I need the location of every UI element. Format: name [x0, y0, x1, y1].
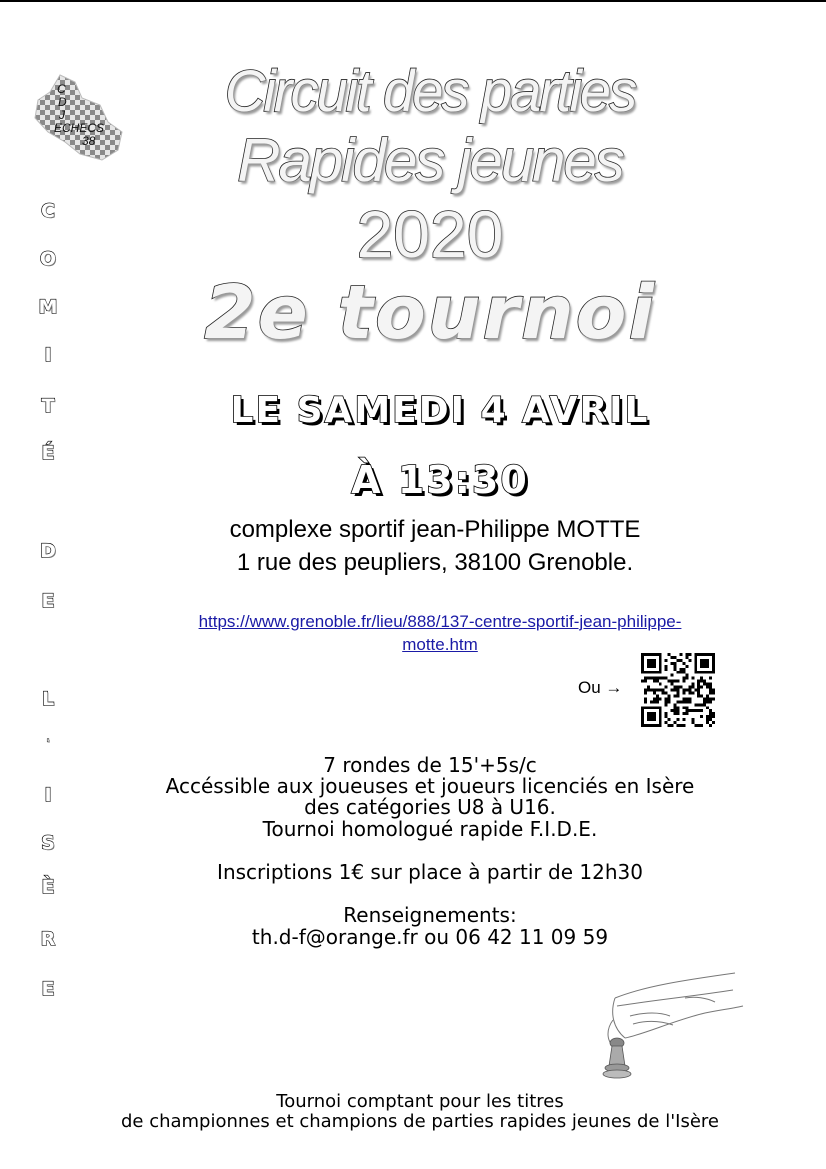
event-date: LE SAMEDI 4 AVRIL: [230, 390, 650, 431]
top-border: [0, 0, 826, 2]
committee-letter: D: [40, 540, 56, 562]
qr-code-icon[interactable]: [641, 653, 715, 727]
venue-name: complexe sportif jean-Philippe MOTTE: [229, 516, 641, 543]
committee-letter: C: [41, 200, 55, 222]
headline-year: 2020: [356, 197, 504, 271]
logo-letter: D: [58, 95, 67, 109]
registration-info: Inscriptions 1€ sur place à partir de 12h30: [217, 860, 643, 884]
logo-letter: J: [59, 108, 65, 122]
footer-line: de championnes et champions de parties rapides jeunes de l'Isère: [120, 1111, 720, 1132]
committee-letter: R: [40, 928, 56, 950]
committee-letter: É: [41, 442, 55, 464]
committee-letter: I: [44, 784, 52, 806]
committee-letter: E: [41, 590, 55, 612]
event-time: À 13:30: [351, 458, 529, 502]
venue-link[interactable]: [140, 610, 740, 656]
eligibility-line: des catégories U8 à U16.: [304, 795, 556, 819]
qr-prompt: Ou →: [578, 678, 623, 697]
headline-circuit: Circuit des parties: [224, 57, 636, 124]
eligibility-line: Accéssible aux joueuses et joueurs licenciés en Isère: [165, 774, 695, 798]
rounds-info: 7 rondes de 15'+5s/c: [323, 753, 537, 777]
committee-letter: È: [41, 876, 55, 898]
logo-word: ECHECS: [54, 121, 105, 135]
committee-letter: M: [38, 296, 58, 318]
committee-letter: T: [41, 395, 55, 417]
logo-number: 38: [82, 134, 96, 148]
venue-link-line2[interactable]: motte.htm: [402, 635, 478, 654]
footer-line: Tournoi comptant pour les titres: [276, 1091, 564, 1112]
committee-letter: I: [44, 344, 52, 366]
committee-letter: S: [41, 832, 55, 854]
venue-address: 1 rue des peupliers, 38100 Grenoble.: [236, 549, 634, 576]
checkered-shape-icon: [30, 70, 125, 165]
venue-link-line1[interactable]: https://www.grenoble.fr/lieu/888/137-centre-sportif-jean-philippe-: [198, 612, 682, 631]
contact-info: th.d-f@orange.fr ou 06 42 11 09 59: [251, 925, 609, 949]
committee-letter: O: [39, 248, 57, 270]
committee-letter: L: [41, 688, 55, 710]
contact-label: Renseignements:: [343, 903, 517, 927]
headline-tournament-number: 2e tournoi: [204, 270, 656, 356]
committee-letter: E: [41, 978, 55, 1000]
headline-rapides: Rapides jeunes: [237, 127, 623, 194]
homologation-info: Tournoi homologué rapide F.I.D.E.: [262, 817, 598, 841]
hand-moving-chess-piece-icon: [585, 968, 745, 1083]
committee-apostrophe: ': [46, 738, 50, 749]
logo-letter: C: [57, 82, 66, 96]
cdje-logo: [30, 70, 125, 165]
